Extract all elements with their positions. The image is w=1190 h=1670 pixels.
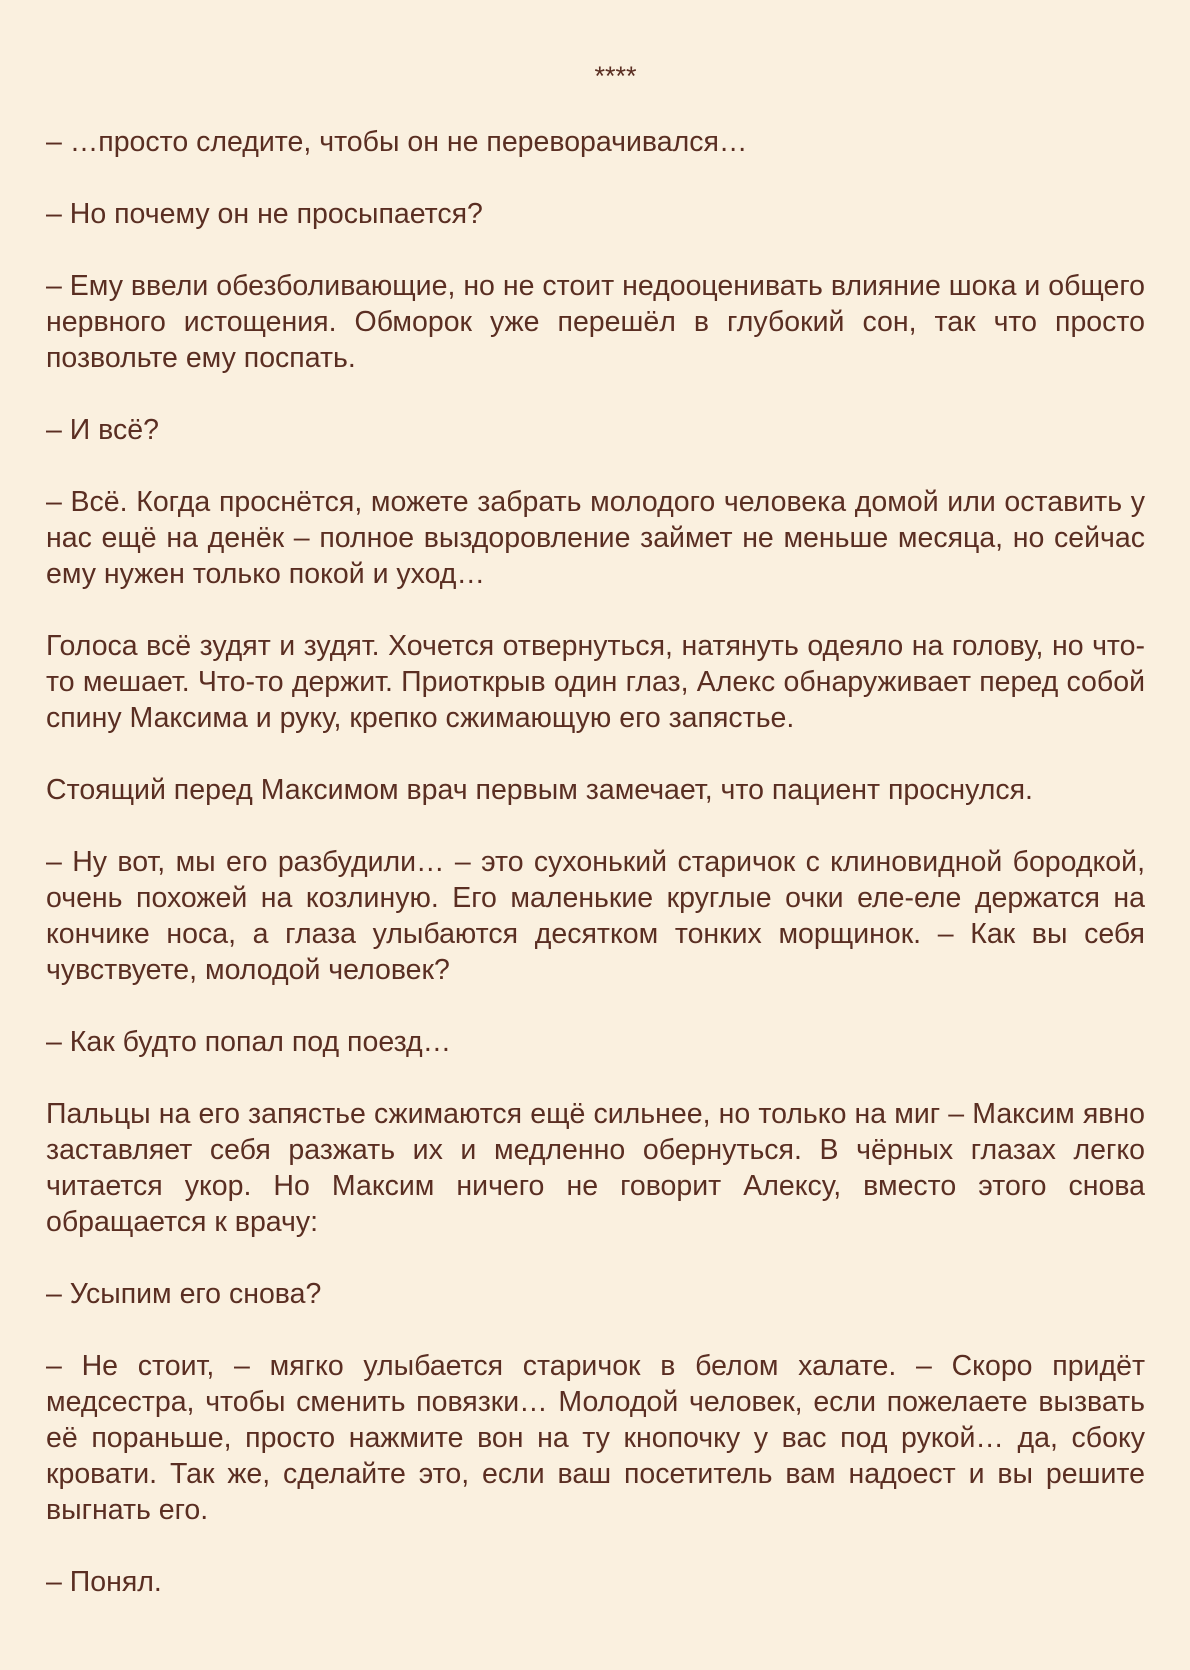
paragraph: – Но почему он не просыпается? <box>46 198 483 230</box>
paragraph: Голоса всё зудят и зудят. Хочется отвернуться, натянуть одеяло на голову, но что-то мешает. Что-то держит. Приоткрыв один глаз, Алекс обнаруживает перед собой спину Максима и руку, крепко сжимающую его запястье. <box>46 630 1145 734</box>
paragraph: Стоящий перед Максимом врач первым замечает, что пациент проснулся. <box>46 774 1033 806</box>
paragraph: – Не стоит, – мягко улыбается старичок в белом халате. – Скоро придёт медсестра, чтобы сменить повязки… Молодой человек, если пожелаете вызвать её пораньше, просто нажмите вон на ту кнопочку у вас под рукой… да, сбоку кровати. Так же, сделайте это, если ваш посетитель вам надоест и вы решите выгнать его. <box>46 1350 1145 1526</box>
paragraph: – …просто следите, чтобы он не переворачивался… <box>46 126 748 158</box>
paragraph: – Всё. Когда проснётся, можете забрать молодого человека домой или оставить у нас ещё на денёк – полное выздоровление займет не меньше месяца, но сейчас ему нужен только покой и уход… <box>46 486 1145 590</box>
paragraph: Пальцы на его запястье сжимаются ещё сильнее, но только на миг – Максим явно заставляет себя разжать их и медленно обернуться. В чёрных глазах легко читается укор. Но Максим ничего не говорит Алексу, вместо этого снова обращается к врачу: <box>46 1098 1145 1238</box>
paragraph: – И всё? <box>46 414 159 446</box>
section-separator: **** <box>594 61 637 91</box>
paragraph: – Ну вот, мы его разбудили… – это сухонький старичок с клиновидной бородкой, очень похожей на козлиную. Его маленькие круглые очки еле-еле держатся на кончике носа, а глаза улыбаются десятком тонких морщинок. – Как вы себя чувствуете, молодой человек? <box>46 846 1145 986</box>
paragraph: – Понял. <box>46 1566 162 1598</box>
paragraph: – Как будто попал под поезд… <box>46 1026 452 1058</box>
paragraph: – Усыпим его снова? <box>46 1278 322 1310</box>
paragraph: – Ему ввели обезболивающие, но не стоит недооценивать влияние шока и общего нервного истощения. Обморок уже перешёл в глубокий сон, так что просто позвольте ему поспать. <box>46 270 1145 374</box>
